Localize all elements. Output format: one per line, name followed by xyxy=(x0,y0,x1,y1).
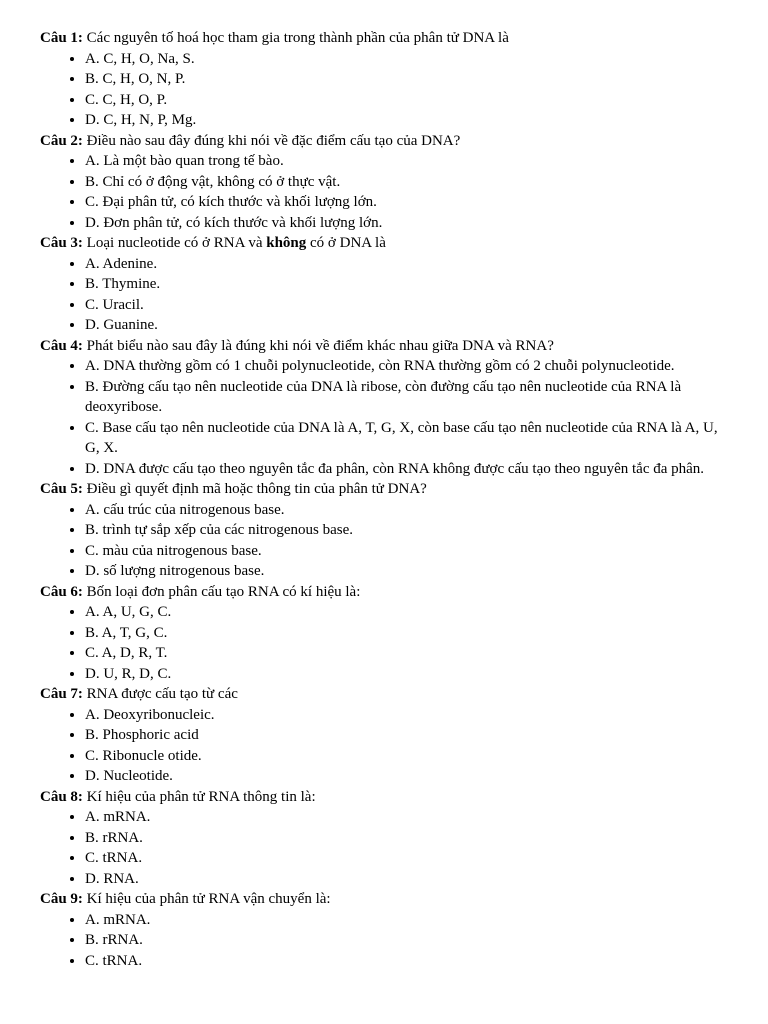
question-text: Điều nào sau đây đúng khi nói về đặc điểm cấu tạo của DNA? xyxy=(82,132,461,149)
option-item: • D. DNA được cấu tạo theo nguyên tắc đa phân, còn RNA không được cấu tạo theo nguyên tắc đa phân. xyxy=(85,459,730,480)
question-text: Điều gì quyết định mã hoặc thông tin của phân tử DNA? xyxy=(82,481,427,497)
option-item: • D. RNA. xyxy=(85,869,730,890)
question-label: Câu 2: xyxy=(40,132,83,149)
option-item: • C. Uracil. xyxy=(85,295,730,316)
question-label: Câu 5: xyxy=(40,481,83,497)
question-text: Các nguyên tố hoá học tham gia trong thành phần của phân tử DNA là xyxy=(82,30,509,46)
question-8 xyxy=(40,787,730,808)
option-item: • B. trình tự sắp xếp của các nitrogenous base. xyxy=(85,520,730,541)
question-5 xyxy=(40,479,730,500)
option-item: • B. rRNA. xyxy=(85,828,730,849)
question-text: Kí hiệu của phân tử RNA thông tin là: xyxy=(82,788,316,805)
option-item: • D. Guanine. xyxy=(85,315,730,336)
option-item: • C. C, H, O, P. xyxy=(85,90,730,111)
option-item: • A. C, H, O, Na, S. xyxy=(85,49,730,70)
question-text: Loại nucleotide có ở RNA và xyxy=(82,235,267,251)
question-label: Câu 8: xyxy=(40,788,83,805)
option-item: • A. A, U, G, C. xyxy=(85,602,730,623)
option-item: • D. Đơn phân tử, có kích thước và khối lượng lớn. xyxy=(85,213,730,234)
question-2 xyxy=(40,131,730,152)
question-6 xyxy=(40,582,730,603)
question-9 xyxy=(40,889,730,910)
options-list xyxy=(40,356,730,479)
question-text: RNA được cấu tạo từ các xyxy=(82,686,238,702)
option-item: • C. màu của nitrogenous base. xyxy=(85,541,730,562)
option-item: • D. Nucleotide. xyxy=(85,766,730,787)
question-1 xyxy=(40,28,730,49)
option-item: • A. mRNA. xyxy=(85,807,730,828)
options-list xyxy=(40,151,730,233)
question-label: Câu 4: xyxy=(40,337,83,354)
option-item: • B. C, H, O, N, P. xyxy=(85,69,730,90)
options-list xyxy=(40,254,730,336)
option-item: • C. Đại phân tử, có kích thước và khối lượng lớn. xyxy=(85,192,730,213)
options-list xyxy=(40,705,730,787)
question-label: Câu 9: xyxy=(40,891,83,907)
option-item: • B. Chỉ có ở động vật, không có ở thực vật. xyxy=(85,172,730,193)
option-item: • A. DNA thường gồm có 1 chuỗi polynucleotide, còn RNA thường gồm có 2 chuỗi polynucleotide. xyxy=(85,356,730,377)
question-label: Câu 3: xyxy=(40,235,83,251)
question-label: Câu 1: xyxy=(40,30,83,46)
option-item: • A. Deoxyribonucleic. xyxy=(85,705,730,726)
options-list xyxy=(40,602,730,684)
question-3 xyxy=(40,233,730,254)
options-list xyxy=(40,807,730,889)
options-list xyxy=(40,49,730,131)
option-item: • B. Thymine. xyxy=(85,274,730,295)
question-text: Bốn loại đơn phân cấu tạo RNA có kí hiệu là: xyxy=(82,583,361,600)
option-item: • C. Ribonucle otide. xyxy=(85,746,730,767)
option-item: • B. A, T, G, C. xyxy=(85,623,730,644)
question-text: Phát biểu nào sau đây là đúng khi nói về điểm khác nhau giữa DNA và RNA? xyxy=(82,337,554,354)
option-item: • D. số lượng nitrogenous base. xyxy=(85,561,730,582)
question-text: Kí hiệu của phân tử RNA vận chuyển là: xyxy=(82,891,331,907)
option-item: • C. tRNA. xyxy=(85,951,730,972)
option-item: • A. Adenine. xyxy=(85,254,730,275)
option-item: • B. Phosphoric acid xyxy=(85,725,730,746)
option-item: • D. C, H, N, P, Mg. xyxy=(85,110,730,131)
option-item: • B. rRNA. xyxy=(85,930,730,951)
options-list xyxy=(40,910,730,972)
question-4 xyxy=(40,336,730,357)
question-label: Câu 6: xyxy=(40,583,83,600)
options-list xyxy=(40,500,730,582)
option-item: • C. A, D, R, T. xyxy=(85,643,730,664)
option-item: • D. U, R, D, C. xyxy=(85,664,730,685)
option-item: • A. mRNA. xyxy=(85,910,730,931)
option-item: • C. tRNA. xyxy=(85,848,730,869)
option-item: • B. Đường cấu tạo nên nucleotide của DNA là ribose, còn đường cấu tạo nên nucleotide của RNA là deoxyribose. xyxy=(85,377,730,418)
document-body xyxy=(40,28,730,971)
question-7 xyxy=(40,684,730,705)
question-text-end: có ở DNA là xyxy=(306,235,386,251)
option-item: • A. cấu trúc của nitrogenous base. xyxy=(85,500,730,521)
question-label: Câu 7: xyxy=(40,686,83,702)
option-item: • A. Là một bào quan trong tế bào. xyxy=(85,151,730,172)
question-emphasis: không xyxy=(266,235,307,251)
option-item: • C. Base cấu tạo nên nucleotide của DNA là A, T, G, X, còn base cấu tạo nên nucleotide của RNA là A, U, G, X. xyxy=(85,418,730,459)
